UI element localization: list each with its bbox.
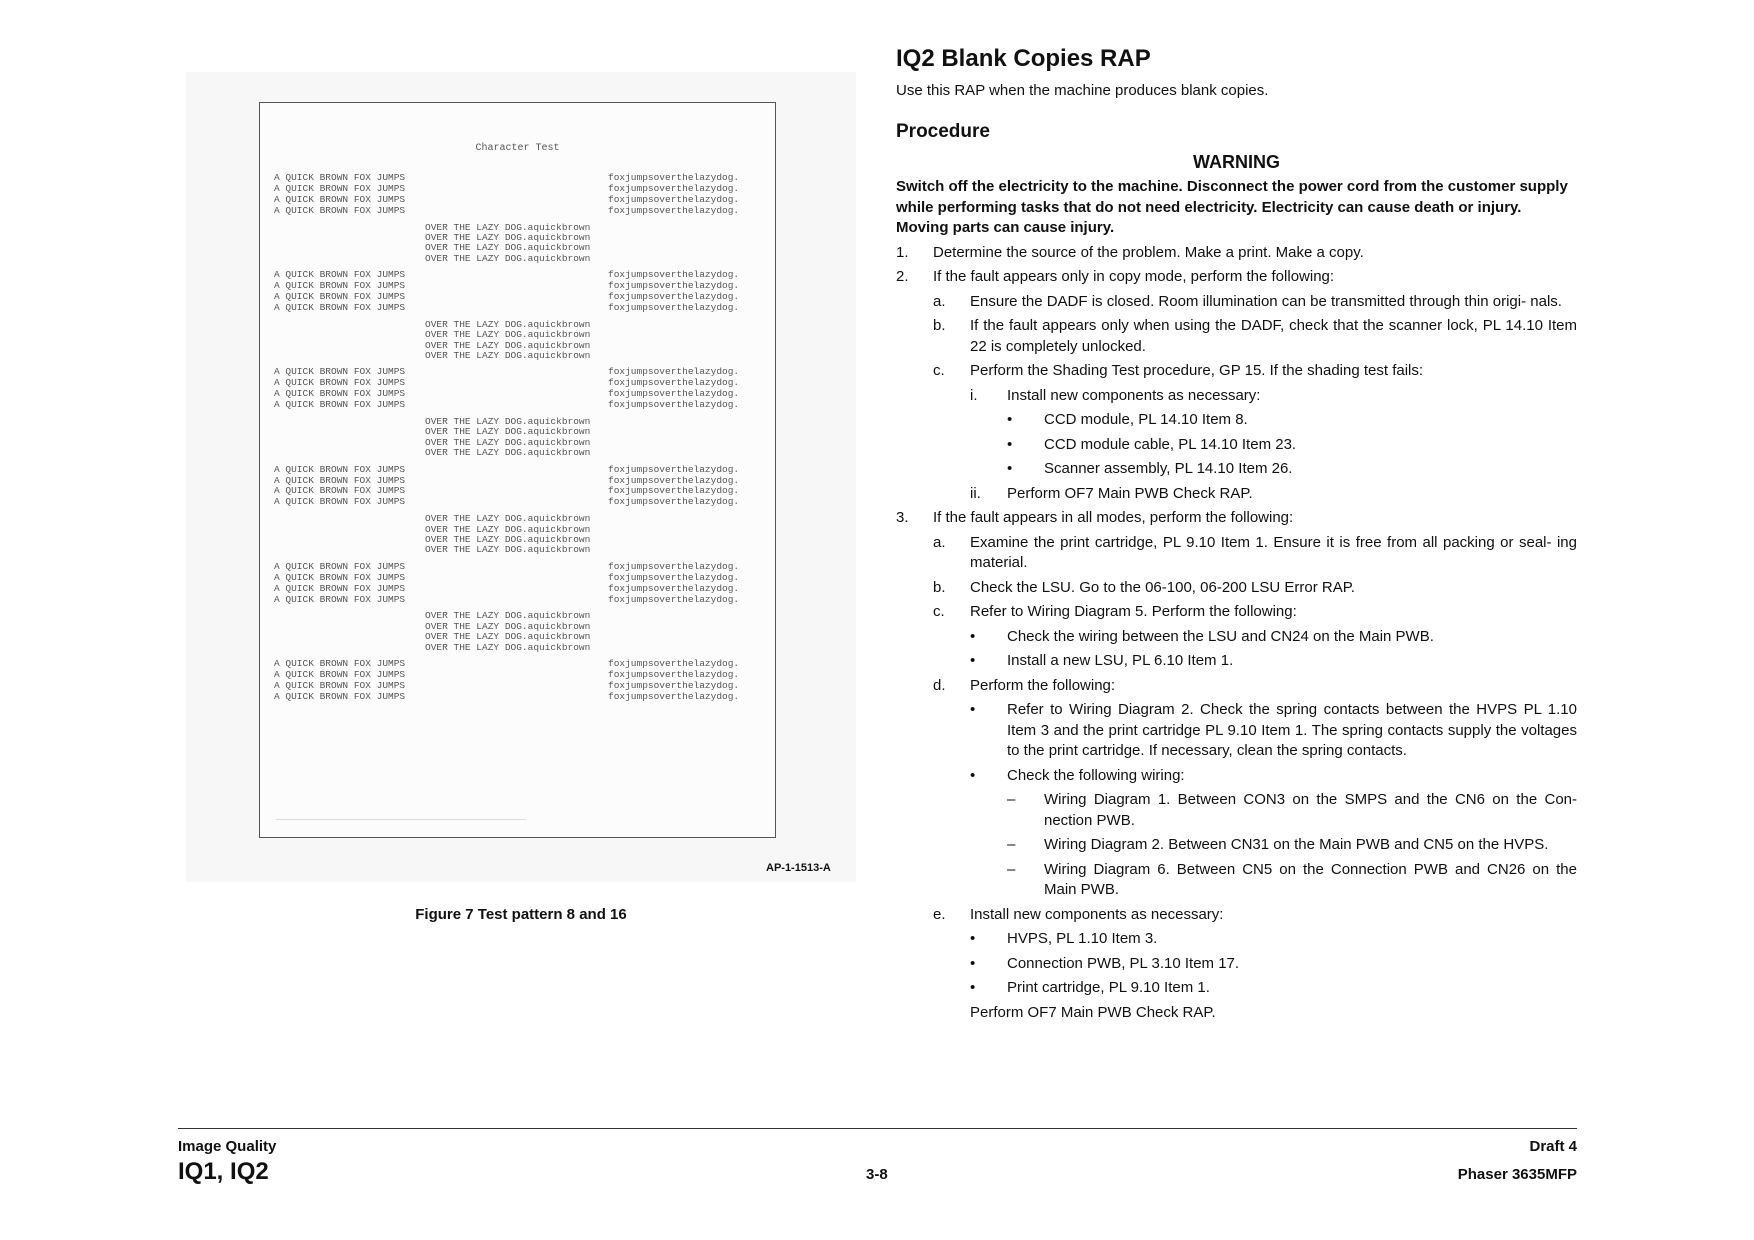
step-text: CCD module cable, PL 14.10 Item 23. bbox=[1044, 435, 1297, 453]
step-marker: • bbox=[970, 930, 976, 947]
step-item bbox=[970, 954, 1577, 975]
pattern-line-right: foxjumpsoverthelazydog. bbox=[608, 204, 740, 216]
warning-text: Switch off the electricity to the machine. Disconnect the power cord from the customer supply while performing tasks that do not need electricity. Electricity can cause death or injury. Moving parts can cause injury. bbox=[896, 178, 1568, 236]
step-marker: e. bbox=[933, 905, 946, 923]
footer-section: Image Quality bbox=[178, 1138, 277, 1155]
pattern-line-left: A QUICK BROWN FOX JUMPS bbox=[274, 172, 406, 183]
pattern-line-right: foxjumpsoverthelazydog. bbox=[608, 560, 740, 572]
step-text: Perform OF7 Main PWB Check RAP. bbox=[1007, 484, 1253, 502]
figure-code: AP-1-1513-A bbox=[766, 862, 831, 874]
step-text: If the fault appears only in copy mode, perform the following: bbox=[933, 268, 1335, 285]
pattern-line-center: OVER THE LAZY DOG.aquickbrown bbox=[425, 534, 591, 545]
pattern-line-center: OVER THE LAZY DOG.aquickbrown bbox=[425, 426, 591, 438]
step-marker: • bbox=[1007, 411, 1013, 428]
step-marker: c. bbox=[933, 603, 945, 620]
step-text: HVPS, PL 1.10 Item 3. bbox=[1007, 930, 1158, 947]
pattern-line-center: OVER THE LAZY DOG.aquickbrown bbox=[425, 339, 591, 351]
pattern-line-left: A QUICK BROWN FOX JUMPS bbox=[274, 496, 406, 508]
step-text: Refer to Wiring Diagram 5. Perform the following: bbox=[970, 603, 1297, 620]
pattern-line-right: foxjumpsoverthelazydog. bbox=[608, 658, 740, 669]
step-text: Check the following wiring: bbox=[1007, 766, 1185, 784]
pattern-line-right: foxjumpsoverthelazydog. bbox=[608, 463, 740, 475]
step-text: Perform the Shading Test procedure, GP 15. If the shading test fails: bbox=[970, 362, 1424, 379]
pattern-line-left: A QUICK BROWN FOX JUMPS bbox=[274, 668, 406, 680]
step-marker: • bbox=[970, 954, 976, 972]
procedure-steps bbox=[896, 243, 1577, 999]
pattern-line-center: OVER THE LAZY DOG.aquickbrown bbox=[425, 544, 591, 556]
footer-product: Phaser 3635MFP bbox=[1457, 1166, 1577, 1183]
pattern-line-left: A QUICK BROWN FOX JUMPS bbox=[274, 560, 406, 572]
pattern-line-center: OVER THE LAZY DOG.aquickbrown bbox=[425, 318, 591, 330]
step-marker: a. bbox=[933, 292, 946, 310]
intro-text: Use this RAP when the machine produces blank copies. bbox=[896, 82, 1269, 99]
step-marker: • bbox=[970, 701, 976, 718]
step-marker: d. bbox=[933, 676, 946, 694]
page-number: 3-8 bbox=[866, 1166, 888, 1183]
pattern-line-left: A QUICK BROWN FOX JUMPS bbox=[274, 582, 406, 594]
step-text: Wiring Diagram 2. Between CN31 on the Main PWB and CN5 on the HVPS. bbox=[1044, 836, 1549, 853]
step-marker: • bbox=[970, 979, 976, 996]
pattern-line-right: foxjumpsoverthelazydog. bbox=[608, 291, 740, 302]
pattern-line-left: A QUICK BROWN FOX JUMPS bbox=[274, 182, 406, 194]
step-item bbox=[933, 361, 1577, 382]
pattern-line-right: foxjumpsoverthelazydog. bbox=[608, 280, 740, 292]
step-marker: b. bbox=[933, 317, 946, 334]
step-item bbox=[970, 386, 1577, 407]
step-item bbox=[1007, 410, 1577, 431]
pattern-line-center: OVER THE LAZY DOG.aquickbrown bbox=[425, 631, 591, 643]
step-item bbox=[1007, 790, 1577, 831]
pattern-line-center: OVER THE LAZY DOG.aquickbrown bbox=[425, 447, 591, 459]
step-marker: a. bbox=[933, 533, 946, 551]
step-text: Determine the source of the problem. Make a print. Make a copy. bbox=[933, 243, 1364, 261]
step-text: Check the wiring between the LSU and CN24 on the Main PWB. bbox=[1007, 627, 1434, 645]
step-item bbox=[970, 484, 1577, 505]
step-text: Install a new LSU, PL 6.10 Item 1. bbox=[1007, 652, 1234, 669]
step-item bbox=[1007, 835, 1577, 856]
step-text: If the fault appears in all modes, perform the following: bbox=[933, 509, 1294, 526]
step-item bbox=[970, 929, 1577, 950]
pattern-line-center: OVER THE LAZY DOG.aquickbrown bbox=[425, 523, 591, 535]
pattern-line-right: foxjumpsoverthelazydog. bbox=[608, 388, 740, 400]
pattern-line-left: A QUICK BROWN FOX JUMPS bbox=[274, 399, 406, 411]
rap-content bbox=[896, 44, 1577, 1023]
closing-step: Perform OF7 Main PWB Check RAP. bbox=[970, 1003, 1216, 1021]
procedure-heading: Procedure bbox=[896, 121, 990, 142]
warning-title: WARNING bbox=[1193, 152, 1280, 172]
pattern-line-right: foxjumpsoverthelazydog. bbox=[608, 172, 740, 183]
step-text: Perform the following: bbox=[970, 676, 1116, 694]
pattern-line-left: A QUICK BROWN FOX JUMPS bbox=[274, 193, 406, 205]
step-item bbox=[970, 651, 1577, 672]
pattern-line-left: A QUICK BROWN FOX JUMPS bbox=[274, 366, 406, 378]
pattern-line-left: A QUICK BROWN FOX JUMPS bbox=[274, 377, 406, 389]
pattern-line-center: OVER THE LAZY DOG.aquickbrown bbox=[425, 221, 591, 233]
pattern-title: Character Test bbox=[475, 143, 560, 154]
footer-rule bbox=[178, 1128, 1577, 1129]
step-marker: c. bbox=[933, 362, 945, 379]
pattern-line-right: foxjumpsoverthelazydog. bbox=[608, 690, 740, 702]
pattern-line-center: OVER THE LAZY DOG.aquickbrown bbox=[425, 513, 591, 525]
pattern-line-left: A QUICK BROWN FOX JUMPS bbox=[274, 485, 406, 497]
pattern-line-right: foxjumpsoverthelazydog. bbox=[608, 496, 740, 508]
step-text: Wiring Diagram 6. Between CN5 on the Connection PWB and CN26 on the Main PWB. bbox=[1044, 860, 1577, 898]
step-text: Check the LSU. Go to the 06-100, 06-200 LSU Error RAP. bbox=[970, 578, 1355, 596]
step-marker: • bbox=[1007, 435, 1013, 453]
step-item bbox=[970, 766, 1577, 787]
pattern-line-center: OVER THE LAZY DOG.aquickbrown bbox=[425, 232, 591, 243]
step-marker: – bbox=[1007, 791, 1016, 808]
pattern-line-right: foxjumpsoverthelazydog. bbox=[608, 399, 740, 411]
pattern-line-right: foxjumpsoverthelazydog. bbox=[608, 571, 740, 583]
step-text: CCD module, PL 14.10 Item 8. bbox=[1044, 411, 1248, 428]
step-marker: 2. bbox=[896, 268, 909, 285]
pattern-line-center: OVER THE LAZY DOG.aquickbrown bbox=[425, 329, 591, 341]
step-marker: – bbox=[1007, 860, 1016, 878]
pattern-line-right: foxjumpsoverthelazydog. bbox=[608, 366, 740, 378]
pattern-line-right: foxjumpsoverthelazydog. bbox=[608, 593, 740, 605]
pattern-line-left: A QUICK BROWN FOX JUMPS bbox=[274, 388, 406, 400]
step-text: If the fault appears only when using the DADF, check that the scanner lock, PL 14.10 Item 22 is completely unlocked. bbox=[970, 317, 1577, 355]
step-text: Ensure the DADF is closed. Room illumination can be transmitted through thin origi- nals. bbox=[970, 292, 1562, 310]
page-title: IQ2 Blank Copies RAP bbox=[896, 45, 1151, 72]
pattern-line-left: A QUICK BROWN FOX JUMPS bbox=[274, 658, 406, 669]
pattern-line-left: A QUICK BROWN FOX JUMPS bbox=[274, 204, 406, 216]
pattern-line-right: foxjumpsoverthelazydog. bbox=[608, 377, 740, 389]
pattern-line-center: OVER THE LAZY DOG.aquickbrown bbox=[425, 350, 591, 361]
step-marker: • bbox=[1007, 460, 1013, 477]
pattern-line-right: foxjumpsoverthelazydog. bbox=[608, 474, 740, 486]
pattern-line-center: OVER THE LAZY DOG.aquickbrown bbox=[425, 620, 591, 632]
pattern-line-right: foxjumpsoverthelazydog. bbox=[608, 269, 740, 281]
faint-line bbox=[276, 819, 526, 820]
step-text: Install new components as necessary: bbox=[1007, 386, 1261, 404]
pattern-line-right: foxjumpsoverthelazydog. bbox=[608, 582, 740, 594]
step-text: Scanner assembly, PL 14.10 Item 26. bbox=[1044, 460, 1293, 477]
pattern-line-left: A QUICK BROWN FOX JUMPS bbox=[274, 463, 406, 475]
step-text: Examine the print cartridge, PL 9.10 Item 1. Ensure it is free from all packing or seal- ing material. bbox=[970, 533, 1577, 571]
pattern-line-right: foxjumpsoverthelazydog. bbox=[608, 668, 740, 680]
step-text: Install new components as necessary: bbox=[970, 905, 1224, 923]
step-marker: ii. bbox=[970, 484, 981, 502]
step-item bbox=[933, 602, 1577, 623]
step-marker: 1. bbox=[896, 243, 909, 261]
pattern-line-left: A QUICK BROWN FOX JUMPS bbox=[274, 679, 406, 691]
step-item bbox=[1007, 459, 1577, 480]
step-item bbox=[933, 533, 1577, 574]
pattern-line-right: foxjumpsoverthelazydog. bbox=[608, 193, 740, 205]
pattern-line-center: OVER THE LAZY DOG.aquickbrown bbox=[425, 242, 591, 254]
pattern-line-left: A QUICK BROWN FOX JUMPS bbox=[274, 571, 406, 583]
step-item bbox=[933, 676, 1577, 697]
pattern-line-left: A QUICK BROWN FOX JUMPS bbox=[274, 269, 406, 281]
step-item bbox=[970, 978, 1577, 999]
step-marker: – bbox=[1007, 836, 1016, 853]
step-item bbox=[896, 267, 1577, 288]
pattern-line-right: foxjumpsoverthelazydog. bbox=[608, 679, 740, 691]
footer-codes: IQ1, IQ2 bbox=[178, 1158, 269, 1185]
step-item bbox=[933, 316, 1577, 357]
step-item bbox=[933, 292, 1577, 313]
pattern-line-center: OVER THE LAZY DOG.aquickbrown bbox=[425, 252, 591, 264]
step-text: Connection PWB, PL 3.10 Item 17. bbox=[1007, 954, 1240, 972]
pattern-line-left: A QUICK BROWN FOX JUMPS bbox=[274, 291, 406, 302]
step-item bbox=[970, 700, 1577, 762]
pattern-line-center: OVER THE LAZY DOG.aquickbrown bbox=[425, 610, 591, 622]
test-pattern-page bbox=[259, 102, 776, 838]
pattern-line-left: A QUICK BROWN FOX JUMPS bbox=[274, 301, 406, 313]
pattern-line-right: foxjumpsoverthelazydog. bbox=[608, 182, 740, 194]
step-text: Refer to Wiring Diagram 2. Check the spring contacts between the HVPS PL 1.10 Item 3 and the print cartridge PL 9.10 Item 1. The spring contacts supply the voltages to the print cartridge. If necessary, clean the spring contacts. bbox=[1007, 701, 1577, 759]
footer-draft: Draft 4 bbox=[1529, 1138, 1577, 1155]
step-marker: b. bbox=[933, 578, 946, 596]
step-text: Print cartridge, PL 9.10 Item 1. bbox=[1007, 979, 1210, 996]
pattern-line-left: A QUICK BROWN FOX JUMPS bbox=[274, 474, 406, 486]
step-item bbox=[933, 578, 1577, 599]
step-text: Wiring Diagram 1. Between CON3 on the SMPS and the CN6 on the Con- nection PWB. bbox=[1044, 791, 1577, 829]
step-item bbox=[933, 905, 1577, 926]
step-marker: • bbox=[970, 627, 976, 645]
step-marker: • bbox=[970, 766, 976, 784]
step-item bbox=[1007, 435, 1577, 456]
step-item bbox=[1007, 860, 1577, 901]
pattern-line-center: OVER THE LAZY DOG.aquickbrown bbox=[425, 641, 591, 653]
pattern-line-left: A QUICK BROWN FOX JUMPS bbox=[274, 593, 406, 605]
pattern-line-center: OVER THE LAZY DOG.aquickbrown bbox=[425, 416, 591, 427]
pattern-line-right: foxjumpsoverthelazydog. bbox=[608, 485, 740, 497]
pattern-line-left: A QUICK BROWN FOX JUMPS bbox=[274, 690, 406, 702]
step-marker: 3. bbox=[896, 509, 909, 526]
step-marker: i. bbox=[970, 386, 978, 404]
step-marker: • bbox=[970, 652, 976, 669]
pattern-line-center: OVER THE LAZY DOG.aquickbrown bbox=[425, 436, 591, 448]
pattern-line-right: foxjumpsoverthelazydog. bbox=[608, 301, 740, 313]
step-item bbox=[896, 508, 1577, 529]
step-item bbox=[970, 627, 1577, 648]
figure-caption: Figure 7 Test pattern 8 and 16 bbox=[415, 906, 627, 923]
step-item bbox=[896, 243, 1577, 264]
pattern-line-left: A QUICK BROWN FOX JUMPS bbox=[274, 280, 406, 292]
